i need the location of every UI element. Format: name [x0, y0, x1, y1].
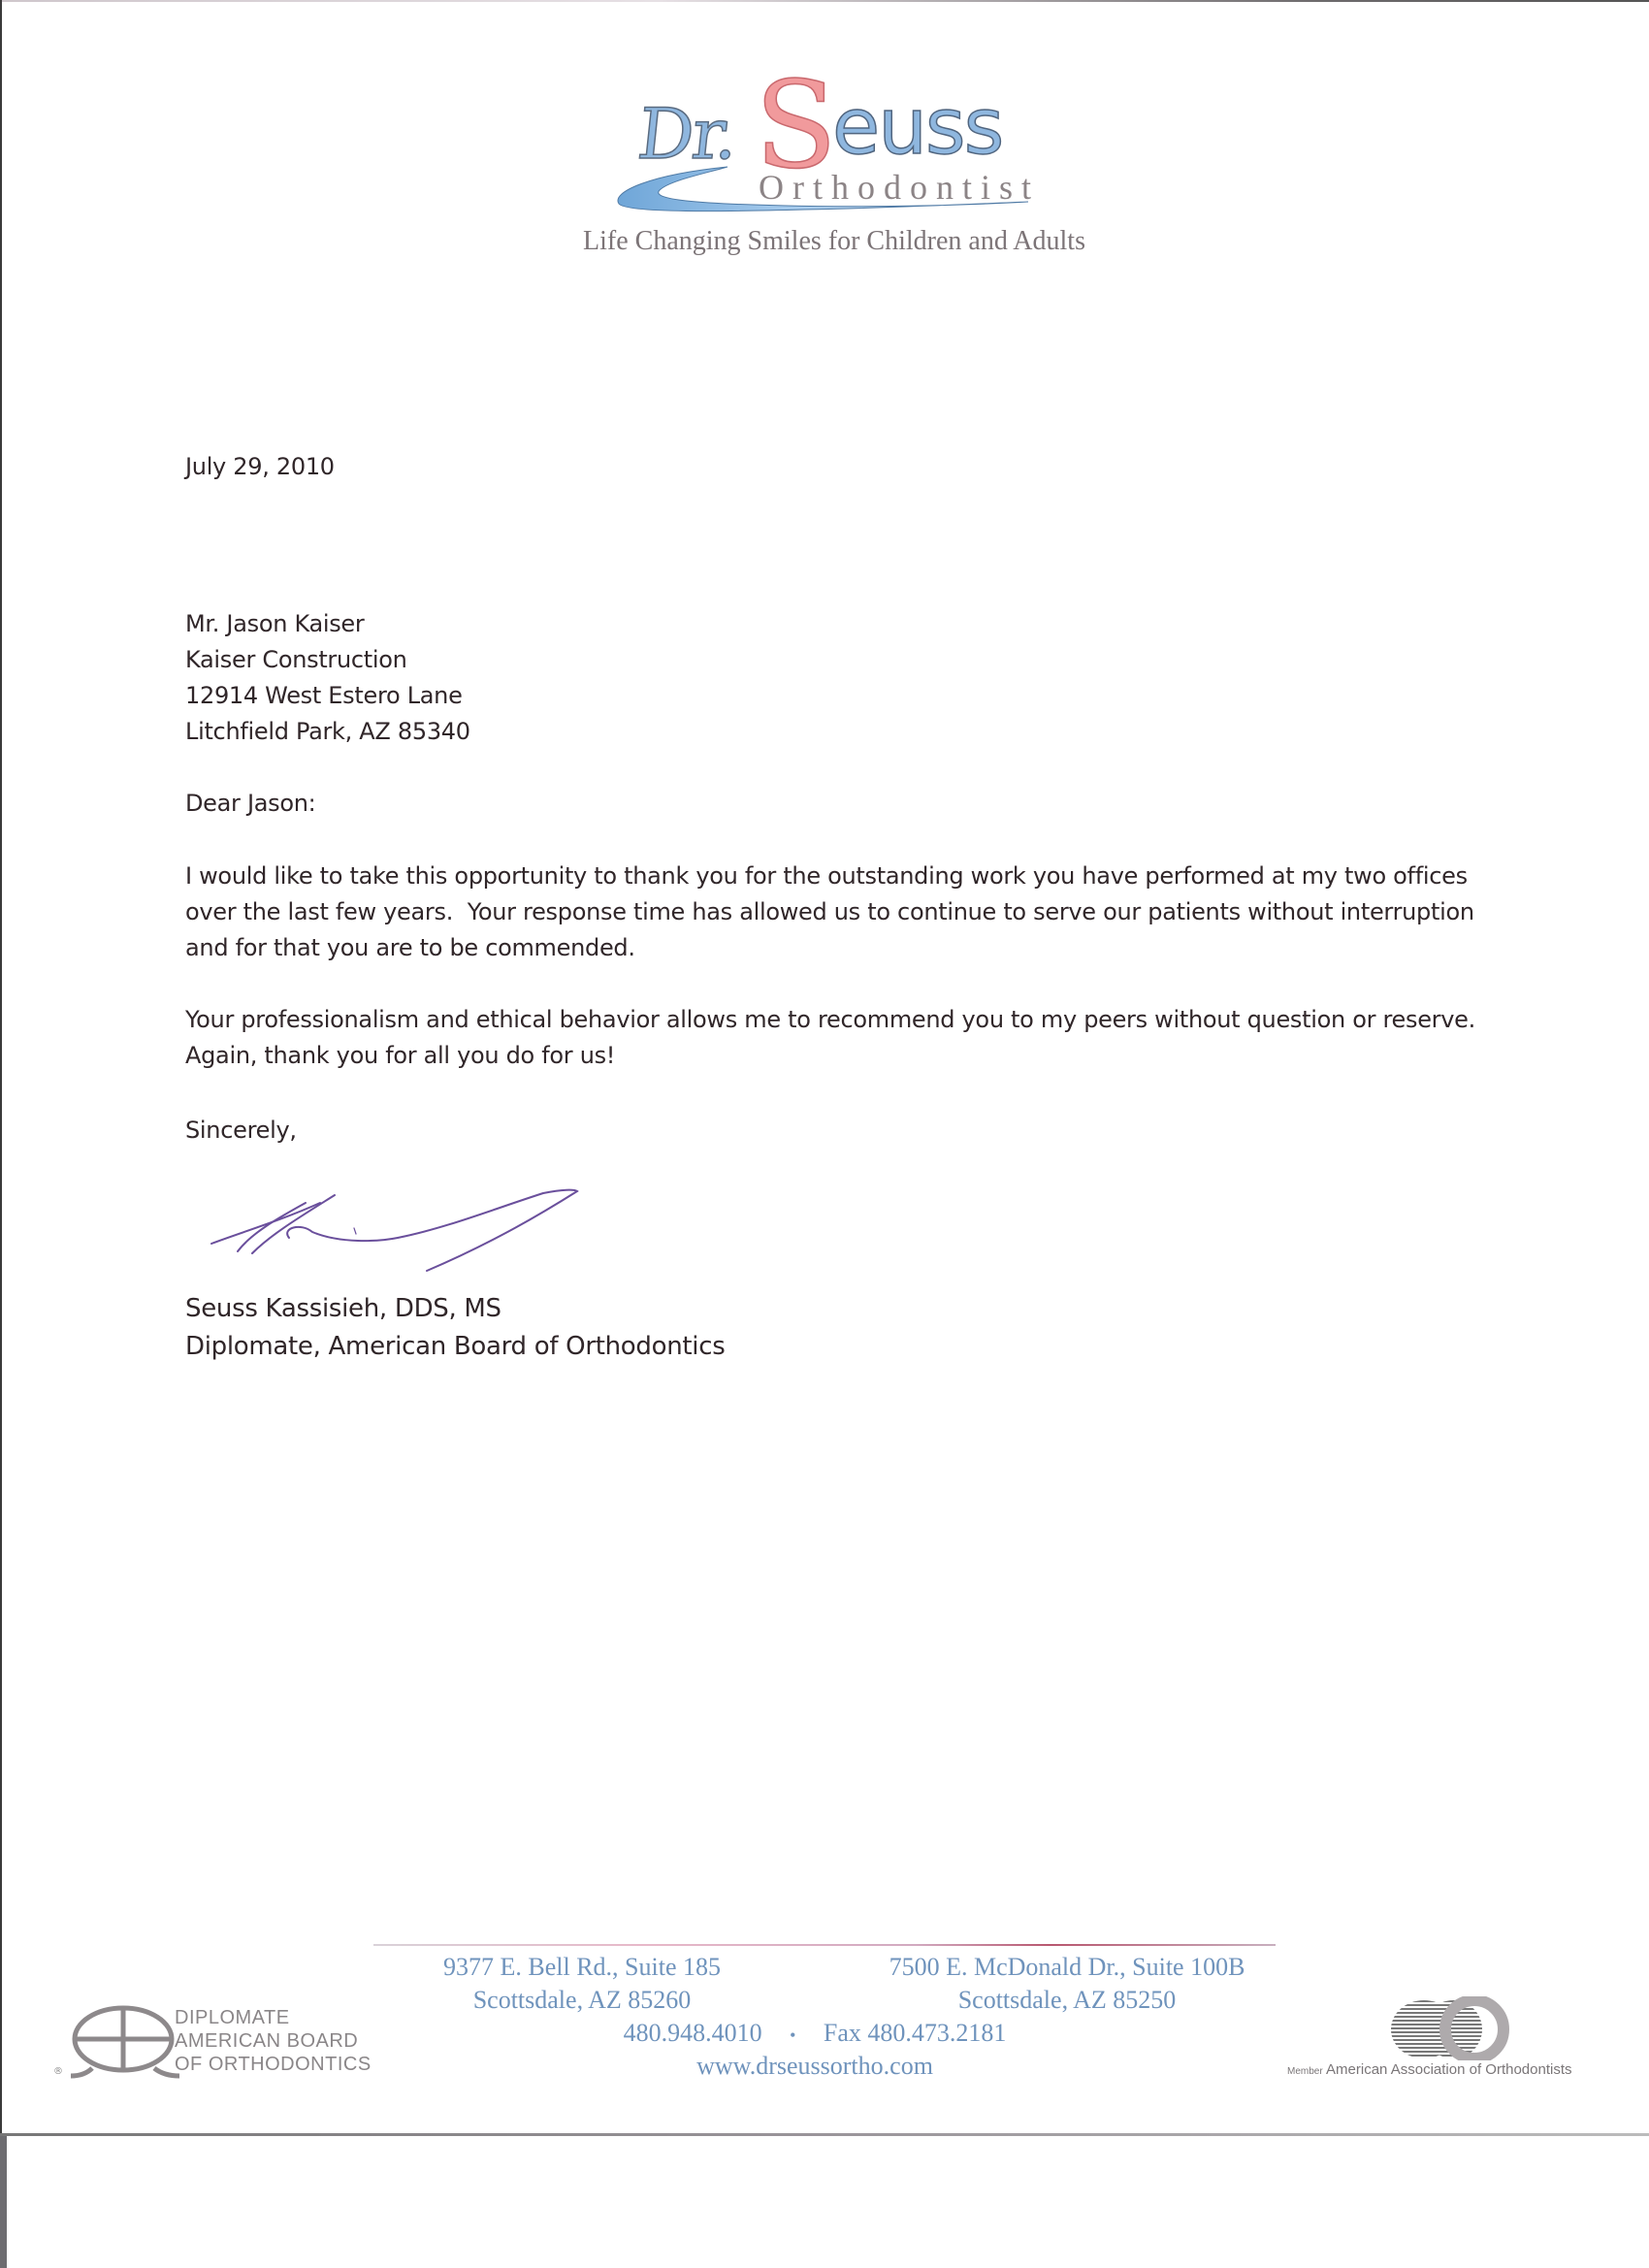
logo-dr-text: Dr.	[633, 93, 741, 175]
signer-name: Seuss Kassisieh, DDS, MS	[185, 1294, 501, 1323]
scan-edge-strip	[0, 2136, 7, 2268]
fax-number: Fax 480.473.2181	[823, 2019, 1007, 2047]
office-2-city: Scottsdale, AZ 85250	[957, 1986, 1177, 2014]
recipient-street: 12914 West Estero Lane	[185, 682, 463, 709]
scan-page-bottom-edge	[0, 2133, 1649, 2136]
dr-seuss-logo	[611, 56, 1041, 225]
tagline: Life Changing Smiles for Children and Adults	[583, 226, 1085, 256]
aao-emblem-icon	[1280, 1996, 1610, 2060]
aao-name: American Association of Orthodontists	[1326, 2061, 1572, 2078]
registered-mark: ®	[53, 2066, 63, 2077]
salutation: Dear Jason:	[185, 790, 316, 817]
office-1-city: Scottsdale, AZ 85260	[472, 1986, 692, 2014]
recipient-company: Kaiser Construction	[185, 646, 407, 673]
aao-badge	[1280, 1996, 1610, 2084]
signer-title: Diplomate, American Board of Orthodontics	[185, 1332, 726, 1361]
phone-number: 480.948.4010	[623, 2019, 762, 2047]
contact-numbers	[543, 2017, 1086, 2052]
scan-edge-top	[0, 0, 1649, 2]
abo-badge	[53, 2004, 403, 2082]
scan-edge-left	[0, 0, 2, 2134]
bullet-separator: •	[790, 2025, 796, 2046]
abo-line-3: OF ORTHODONTICS	[175, 2054, 372, 2075]
letter-date: July 29, 2010	[185, 453, 335, 480]
logo-euss-text: euss	[832, 81, 1003, 172]
closing: Sincerely,	[185, 1117, 297, 1144]
abo-badge-text	[175, 2006, 372, 2076]
logo-s-letter: S	[755, 56, 837, 196]
aao-member-label: Member	[1287, 2066, 1323, 2077]
body-paragraph-2: Your professionalism and ethical behavior allows me to recommend you to my peers without question or reserve. Again, thank you for all you do for us!	[185, 1006, 1497, 1069]
recipient-address-block	[185, 606, 470, 750]
logo-orthodontist-text: Orthodontist	[759, 168, 1041, 207]
office-2-street: 7500 E. McDonald Dr., Suite 100B	[889, 1953, 1245, 1981]
handwritten-signature	[204, 1174, 650, 1290]
body-paragraph-1: I would like to take this opportunity to thank you for the outstanding work you have performed at my two offices over the last few years. Your response time has allowed us to continue to serve our patients without interruption and for that you are to be commended.	[185, 862, 1482, 961]
website-link[interactable]: www.drseussortho.com	[696, 2052, 933, 2080]
recipient-city: Litchfield Park, AZ 85340	[185, 718, 470, 745]
abo-line-2: AMERICAN BOARD	[175, 2030, 359, 2052]
abo-line-1: DIPLOMATE	[175, 2007, 290, 2028]
recipient-name: Mr. Jason Kaiser	[185, 610, 365, 637]
abo-emblem-icon	[63, 2004, 184, 2082]
office-address-1	[407, 1951, 757, 2017]
aao-member-text	[1287, 2061, 1572, 2078]
footer-divider	[373, 1944, 1276, 1946]
office-address-2	[854, 1951, 1280, 2017]
office-1-street: 9377 E. Bell Rd., Suite 185	[443, 1953, 721, 1981]
